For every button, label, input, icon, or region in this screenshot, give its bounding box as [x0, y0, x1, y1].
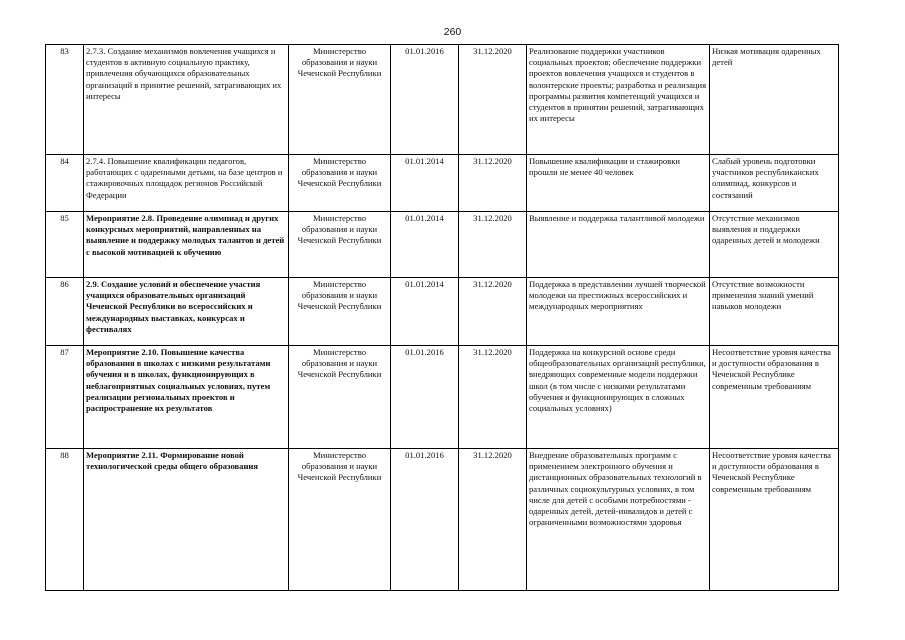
row-number: 85 [46, 212, 84, 278]
table-row [46, 212, 839, 278]
risk: Отсутствие возможности применения знаний умений навыков молодежи [710, 278, 839, 346]
executor: Министерство образования и науки Чеченской Республики [289, 155, 391, 212]
executor: Министерство образования и науки Чеченской Республики [289, 449, 391, 591]
start-date: 01.01.2016 [391, 346, 459, 449]
measures-table [45, 44, 839, 591]
executor: Министерство образования и науки Чеченской Республики [289, 346, 391, 449]
risk: Несоответствие уровня качества и доступности образования в Чеченской Республике современным требованиям [710, 449, 839, 591]
measure-name: Мероприятие 2.10. Повышение качества образования в школах с низкими результатами обучения и в школах, функционирующих в неблагоприятных социальных условиях, путем реализации региональных проектов и распространение их результатов [84, 346, 289, 449]
expected-result: Выявление и поддержка талантливой молодежи [527, 212, 710, 278]
table-row [46, 449, 839, 591]
row-number: 86 [46, 278, 84, 346]
risk: Отсутствие механизмов выявления и поддержки одаренных детей и молодежи [710, 212, 839, 278]
page-number: 260 [443, 26, 462, 38]
end-date: 31.12.2020 [459, 346, 527, 449]
end-date: 31.12.2020 [459, 212, 527, 278]
table-row [46, 346, 839, 449]
executor: Министерство образования и науки Чеченской Республики [289, 45, 391, 155]
executor: Министерство образования и науки Чеченской Республики [289, 278, 391, 346]
risk: Слабый уровень подготовки участников республиканских олимпиад, конкурсов и состязаний [710, 155, 839, 212]
table-row [46, 278, 839, 346]
expected-result: Поддержка на конкурсной основе среди общеобразовательных организаций республики, внедряющих современные модели поддержки школ (в том числе с низкими результатами обучения и функционирующих в сложных социальных условиях) [527, 346, 710, 449]
end-date: 31.12.2020 [459, 45, 527, 155]
start-date: 01.01.2016 [391, 45, 459, 155]
end-date: 31.12.2020 [459, 449, 527, 591]
executor: Министерство образования и науки Чеченской Республики [289, 212, 391, 278]
start-date: 01.01.2014 [391, 212, 459, 278]
expected-result: Поддержка в представлении лучшей творческой молодежи на престижных всероссийских и международных мероприятиях [527, 278, 710, 346]
start-date: 01.01.2014 [391, 155, 459, 212]
row-number: 88 [46, 449, 84, 591]
risk: Несоответствие уровня качества и доступности образования в Чеченской Республике современным требованиям [710, 346, 839, 449]
end-date: 31.12.2020 [459, 155, 527, 212]
row-number: 83 [46, 45, 84, 155]
table-row [46, 155, 839, 212]
row-number: 84 [46, 155, 84, 212]
expected-result: Повышение квалификации и стажировки прошли не менее 40 человек [527, 155, 710, 212]
row-number: 87 [46, 346, 84, 449]
start-date: 01.01.2016 [391, 449, 459, 591]
end-date: 31.12.2020 [459, 278, 527, 346]
risk: Низкая мотивация одаренных детей [710, 45, 839, 155]
measure-name: Мероприятие 2.8. Проведение олимпиад и других конкурсных мероприятий, направленных на выявление и поддержку молодых талантов и детей с высокой мотивацией к обучению [84, 212, 289, 278]
expected-result: Реализование поддержки участников социальных проектов; обеспечение поддержки проектов вовлечения учащихся и студентов в волонтерские проекты; разработка и реализация программы развития компетенций учащихся и студентов в принятии решений, затрагивающих их интересы [527, 45, 710, 155]
measure-name: 2.7.3. Создание механизмов вовлечения учащихся и студентов в активную социальную практику, привлечения обучающихся образовательных организаций в принятие решений, затрагивающих их интересы [84, 45, 289, 155]
measure-name: 2.9. Создание условий и обеспечение участия учащихся образовательных организаций Чеченской Республики во всероссийских и международных выставках, конкурсах и фестивалях [84, 278, 289, 346]
expected-result: Внедрение образовательных программ с применением электронного обучения и дистанционных образовательных технологий в различных социокультурных условиях, в том числе для детей с особыми потребностями - одаренных детей, детей-инвалидов и детей с ограниченными возможностями здоровья [527, 449, 710, 591]
measure-name: 2.7.4. Повышение квалификации педагогов, работающих с одаренными детьми, на базе центров и стажировочных площадок регионов Российской Федерации [84, 155, 289, 212]
start-date: 01.01.2014 [391, 278, 459, 346]
measure-name: Мероприятие 2.11. Формирование новой технологической среды общего образования [84, 449, 289, 591]
table-row [46, 45, 839, 155]
